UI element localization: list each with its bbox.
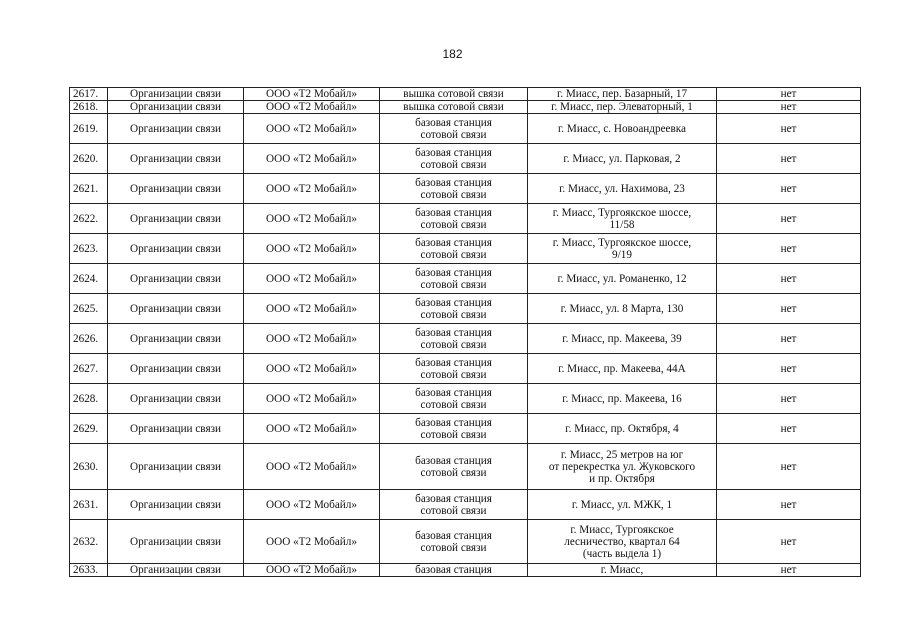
object-cell: базовая станция сотовой связи — [380, 144, 528, 174]
row-number-cell: 2618. — [70, 101, 108, 114]
object-cell: базовая станция сотовой связи — [380, 204, 528, 234]
category-cell: Организации связи — [108, 490, 244, 520]
table-row — [70, 294, 861, 324]
category-cell: Организации связи — [108, 174, 244, 204]
address-cell: г. Миасс, ул. Нахимова, 23 — [528, 174, 717, 204]
flag-cell: нет — [717, 114, 861, 144]
organization-cell: ООО «Т2 Мобайл» — [244, 564, 380, 577]
registry-table-body — [70, 88, 861, 577]
address-cell: г. Миасс, — [528, 564, 717, 577]
category-cell: Организации связи — [108, 264, 244, 294]
object-cell: вышка сотовой связи — [380, 101, 528, 114]
address-cell: г. Миасс, ул. МЖК, 1 — [528, 490, 717, 520]
category-cell: Организации связи — [108, 88, 244, 101]
category-cell: Организации связи — [108, 234, 244, 264]
flag-cell: нет — [717, 444, 861, 490]
row-number-cell: 2627. — [70, 354, 108, 384]
category-cell: Организации связи — [108, 101, 244, 114]
address-cell: г. Миасс, ул. 8 Марта, 130 — [528, 294, 717, 324]
address-cell: г. Миасс, пр. Макеева, 44А — [528, 354, 717, 384]
table-row — [70, 324, 861, 354]
table-row — [70, 88, 861, 101]
row-number-cell: 2622. — [70, 204, 108, 234]
category-cell: Организации связи — [108, 324, 244, 354]
address-cell: г. Миасс, 25 метров на юг от перекрестка ул. Жуковского и пр. Октября — [528, 444, 717, 490]
category-cell: Организации связи — [108, 354, 244, 384]
organization-cell: ООО «Т2 Мобайл» — [244, 414, 380, 444]
table-row — [70, 234, 861, 264]
organization-cell: ООО «Т2 Мобайл» — [244, 88, 380, 101]
object-cell: базовая станция сотовой связи — [380, 354, 528, 384]
object-cell: базовая станция сотовой связи — [380, 414, 528, 444]
organization-cell: ООО «Т2 Мобайл» — [244, 384, 380, 414]
flag-cell: нет — [717, 294, 861, 324]
flag-cell: нет — [717, 384, 861, 414]
table-row — [70, 444, 861, 490]
object-cell: базовая станция сотовой связи — [380, 384, 528, 414]
organization-cell: ООО «Т2 Мобайл» — [244, 354, 380, 384]
flag-cell: нет — [717, 324, 861, 354]
organization-cell: ООО «Т2 Мобайл» — [244, 294, 380, 324]
table-row — [70, 354, 861, 384]
row-number-cell: 2628. — [70, 384, 108, 414]
address-cell: г. Миасс, Тургоякское шоссе, 9/19 — [528, 234, 717, 264]
row-number-cell: 2631. — [70, 490, 108, 520]
row-number-cell: 2621. — [70, 174, 108, 204]
table-row — [70, 414, 861, 444]
address-cell: г. Миасс, Тургоякское шоссе, 11/58 — [528, 204, 717, 234]
table-row — [70, 174, 861, 204]
organization-cell: ООО «Т2 Мобайл» — [244, 234, 380, 264]
row-number-cell: 2633. — [70, 564, 108, 577]
table-row — [70, 490, 861, 520]
flag-cell: нет — [717, 264, 861, 294]
table-row — [70, 101, 861, 114]
flag-cell: нет — [717, 490, 861, 520]
flag-cell: нет — [717, 88, 861, 101]
table-row — [70, 564, 861, 577]
table-row — [70, 384, 861, 414]
organization-cell: ООО «Т2 Мобайл» — [244, 444, 380, 490]
registry-table — [69, 87, 861, 577]
flag-cell: нет — [717, 204, 861, 234]
row-number-cell: 2620. — [70, 144, 108, 174]
object-cell: базовая станция сотовой связи — [380, 174, 528, 204]
category-cell: Организации связи — [108, 114, 244, 144]
row-number-cell: 2629. — [70, 414, 108, 444]
object-cell: базовая станция сотовой связи — [380, 520, 528, 564]
organization-cell: ООО «Т2 Мобайл» — [244, 520, 380, 564]
category-cell: Организации связи — [108, 520, 244, 564]
flag-cell: нет — [717, 144, 861, 174]
table-row — [70, 264, 861, 294]
organization-cell: ООО «Т2 Мобайл» — [244, 204, 380, 234]
address-cell: г. Миасс, пер. Элеваторный, 1 — [528, 101, 717, 114]
address-cell: г. Миасс, ул. Романенко, 12 — [528, 264, 717, 294]
address-cell: г. Миасс, с. Новоандреевка — [528, 114, 717, 144]
flag-cell: нет — [717, 234, 861, 264]
object-cell: базовая станция сотовой связи — [380, 264, 528, 294]
object-cell: базовая станция сотовой связи — [380, 294, 528, 324]
organization-cell: ООО «Т2 Мобайл» — [244, 174, 380, 204]
category-cell: Организации связи — [108, 444, 244, 490]
category-cell: Организации связи — [108, 414, 244, 444]
page-number: 182 — [442, 47, 463, 61]
row-number-cell: 2619. — [70, 114, 108, 144]
row-number-cell: 2617. — [70, 88, 108, 101]
table-row — [70, 204, 861, 234]
organization-cell: ООО «Т2 Мобайл» — [244, 101, 380, 114]
organization-cell: ООО «Т2 Мобайл» — [244, 324, 380, 354]
address-cell: г. Миасс, пр. Макеева, 39 — [528, 324, 717, 354]
table-row — [70, 144, 861, 174]
object-cell: базовая станция сотовой связи — [380, 114, 528, 144]
table-row — [70, 520, 861, 564]
row-number-cell: 2630. — [70, 444, 108, 490]
object-cell: базовая станция сотовой связи — [380, 444, 528, 490]
row-number-cell: 2626. — [70, 324, 108, 354]
flag-cell: нет — [717, 414, 861, 444]
row-number-cell: 2623. — [70, 234, 108, 264]
flag-cell: нет — [717, 520, 861, 564]
organization-cell: ООО «Т2 Мобайл» — [244, 490, 380, 520]
table-row — [70, 114, 861, 144]
category-cell: Организации связи — [108, 204, 244, 234]
row-number-cell: 2624. — [70, 264, 108, 294]
address-cell: г. Миасс, Тургоякское лесничество, квартал 64 (часть выдела 1) — [528, 520, 717, 564]
address-cell: г. Миасс, пр. Макеева, 16 — [528, 384, 717, 414]
object-cell: базовая станция сотовой связи — [380, 234, 528, 264]
row-number-cell: 2632. — [70, 520, 108, 564]
address-cell: г. Миасс, пр. Октября, 4 — [528, 414, 717, 444]
address-cell: г. Миасс, ул. Парковая, 2 — [528, 144, 717, 174]
address-cell: г. Миасс, пер. Базарный, 17 — [528, 88, 717, 101]
category-cell: Организации связи — [108, 564, 244, 577]
category-cell: Организации связи — [108, 294, 244, 324]
organization-cell: ООО «Т2 Мобайл» — [244, 144, 380, 174]
category-cell: Организации связи — [108, 144, 244, 174]
organization-cell: ООО «Т2 Мобайл» — [244, 264, 380, 294]
flag-cell: нет — [717, 174, 861, 204]
object-cell: базовая станция сотовой связи — [380, 324, 528, 354]
category-cell: Организации связи — [108, 384, 244, 414]
flag-cell: нет — [717, 564, 861, 577]
object-cell: базовая станция — [380, 564, 528, 577]
object-cell: базовая станция сотовой связи — [380, 490, 528, 520]
object-cell: вышка сотовой связи — [380, 88, 528, 101]
organization-cell: ООО «Т2 Мобайл» — [244, 114, 380, 144]
flag-cell: нет — [717, 101, 861, 114]
flag-cell: нет — [717, 354, 861, 384]
row-number-cell: 2625. — [70, 294, 108, 324]
